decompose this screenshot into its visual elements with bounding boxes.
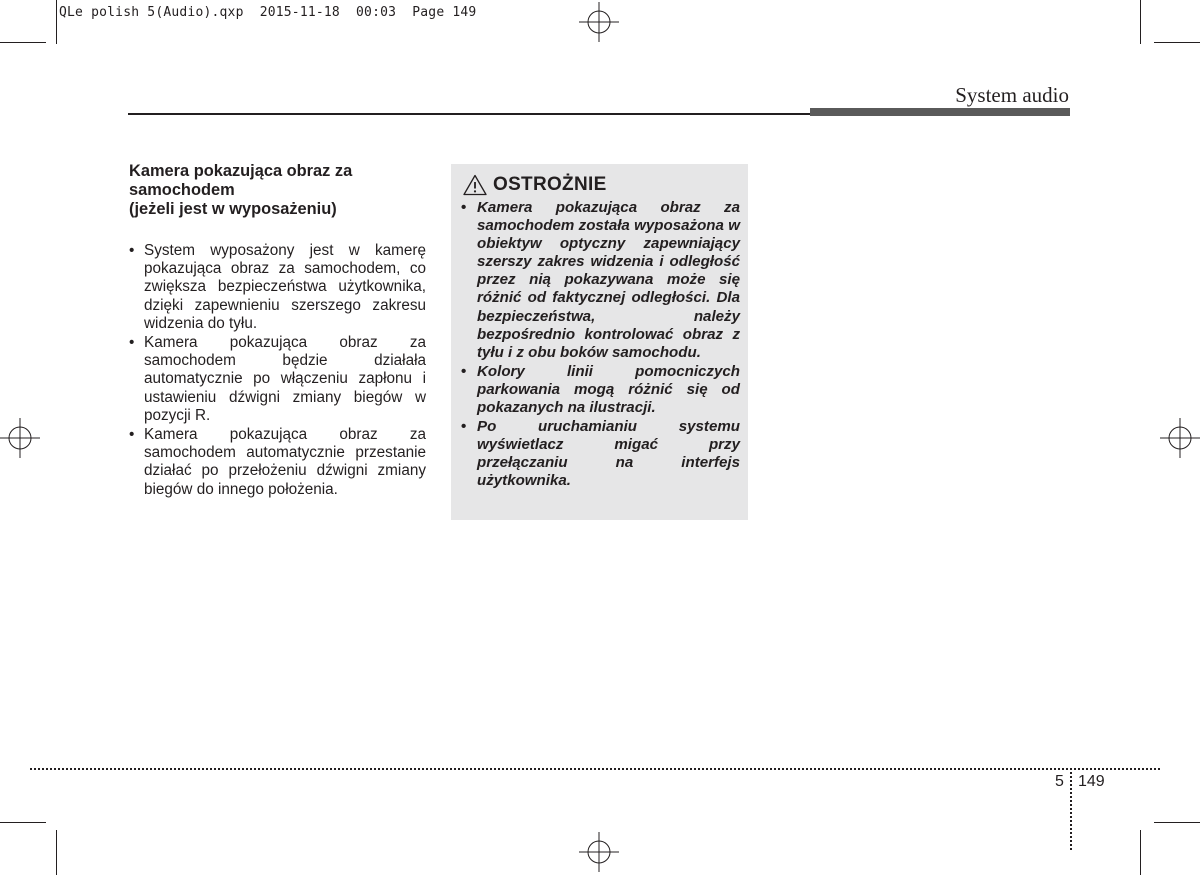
slug-page: Page 149: [412, 5, 477, 20]
crop-mark: [1140, 0, 1141, 44]
caution-header: [463, 174, 607, 196]
header-rule: [128, 113, 810, 115]
crop-mark: [1154, 42, 1200, 43]
slug-time: 00:03: [356, 5, 397, 20]
heading-line: Kamera pokazująca obraz za: [129, 162, 353, 180]
registration-mark-icon: [0, 418, 40, 458]
caution-item: • Kamera pokazująca obraz za samochodem została wyposażona w obiektyw optyczny zapewniający szerszy zakres widzenia i odległość przez nią pokazywana może się różnić od faktycznej odległości. Dla bezpieczeństwa, należy bezpośrednio kontrolować obraz z tyłu i z obu boków samochodu.: [461, 199, 740, 362]
feature-list: [129, 242, 426, 499]
footer-divider: [1070, 768, 1072, 850]
heading-line: (jeżeli jest w wyposażeniu): [129, 200, 337, 218]
page-number: 149: [1078, 773, 1105, 790]
list-item: • Kamera pokazująca obraz za samochodem będzie działała automatycznie po włączeniu zapłonu i ustawieniu dźwigni zmiany biegów w pozycji R.: [129, 334, 426, 425]
caution-list: [461, 199, 740, 492]
crop-mark: [56, 0, 57, 44]
slug-date: 2015-11-18: [259, 5, 340, 20]
crop-mark: [0, 42, 46, 43]
caution-title: OSTROŻNIE: [493, 174, 607, 195]
main-column: [129, 162, 426, 500]
footer-rule: [30, 768, 1160, 770]
list-item: • Kamera pokazująca obraz za samochodem automatycznie przestanie działać po przełożeniu dźwigni zmiany biegów do innego położenia.: [129, 426, 426, 499]
header-bar: [810, 108, 1070, 116]
warning-triangle-icon: [463, 174, 487, 196]
crop-mark: [0, 822, 46, 823]
registration-mark-icon: [579, 832, 619, 872]
crop-mark: [56, 830, 57, 875]
slug-file: QLe polish 5(Audio).qxp: [59, 5, 244, 20]
registration-mark-icon: [1160, 418, 1200, 458]
section-heading: [129, 162, 426, 219]
heading-line: samochodem: [129, 181, 235, 199]
list-item: • System wyposażony jest w kamerę pokazująca obraz za samochodem, co zwiększa bezpieczeństwa użytkownika, dzięki zapewnieniu szerszego zakresu widzenia do tyłu.: [129, 242, 426, 333]
caution-item: • Po uruchamianiu systemu wyświetlacz migać przy przełączaniu na interfejs użytkownika.: [461, 418, 740, 490]
registration-mark-icon: [579, 2, 619, 42]
crop-mark: [1154, 822, 1200, 823]
caution-item: • Kolory linii pomocniczych parkowania mogą różnić się od pokazanych na ilustracji.: [461, 363, 740, 417]
caution-box: [451, 164, 748, 520]
chapter-number: 5: [1055, 773, 1064, 790]
section-title: System audio: [955, 83, 1069, 107]
print-slug: [59, 5, 476, 20]
crop-mark: [1140, 830, 1141, 875]
